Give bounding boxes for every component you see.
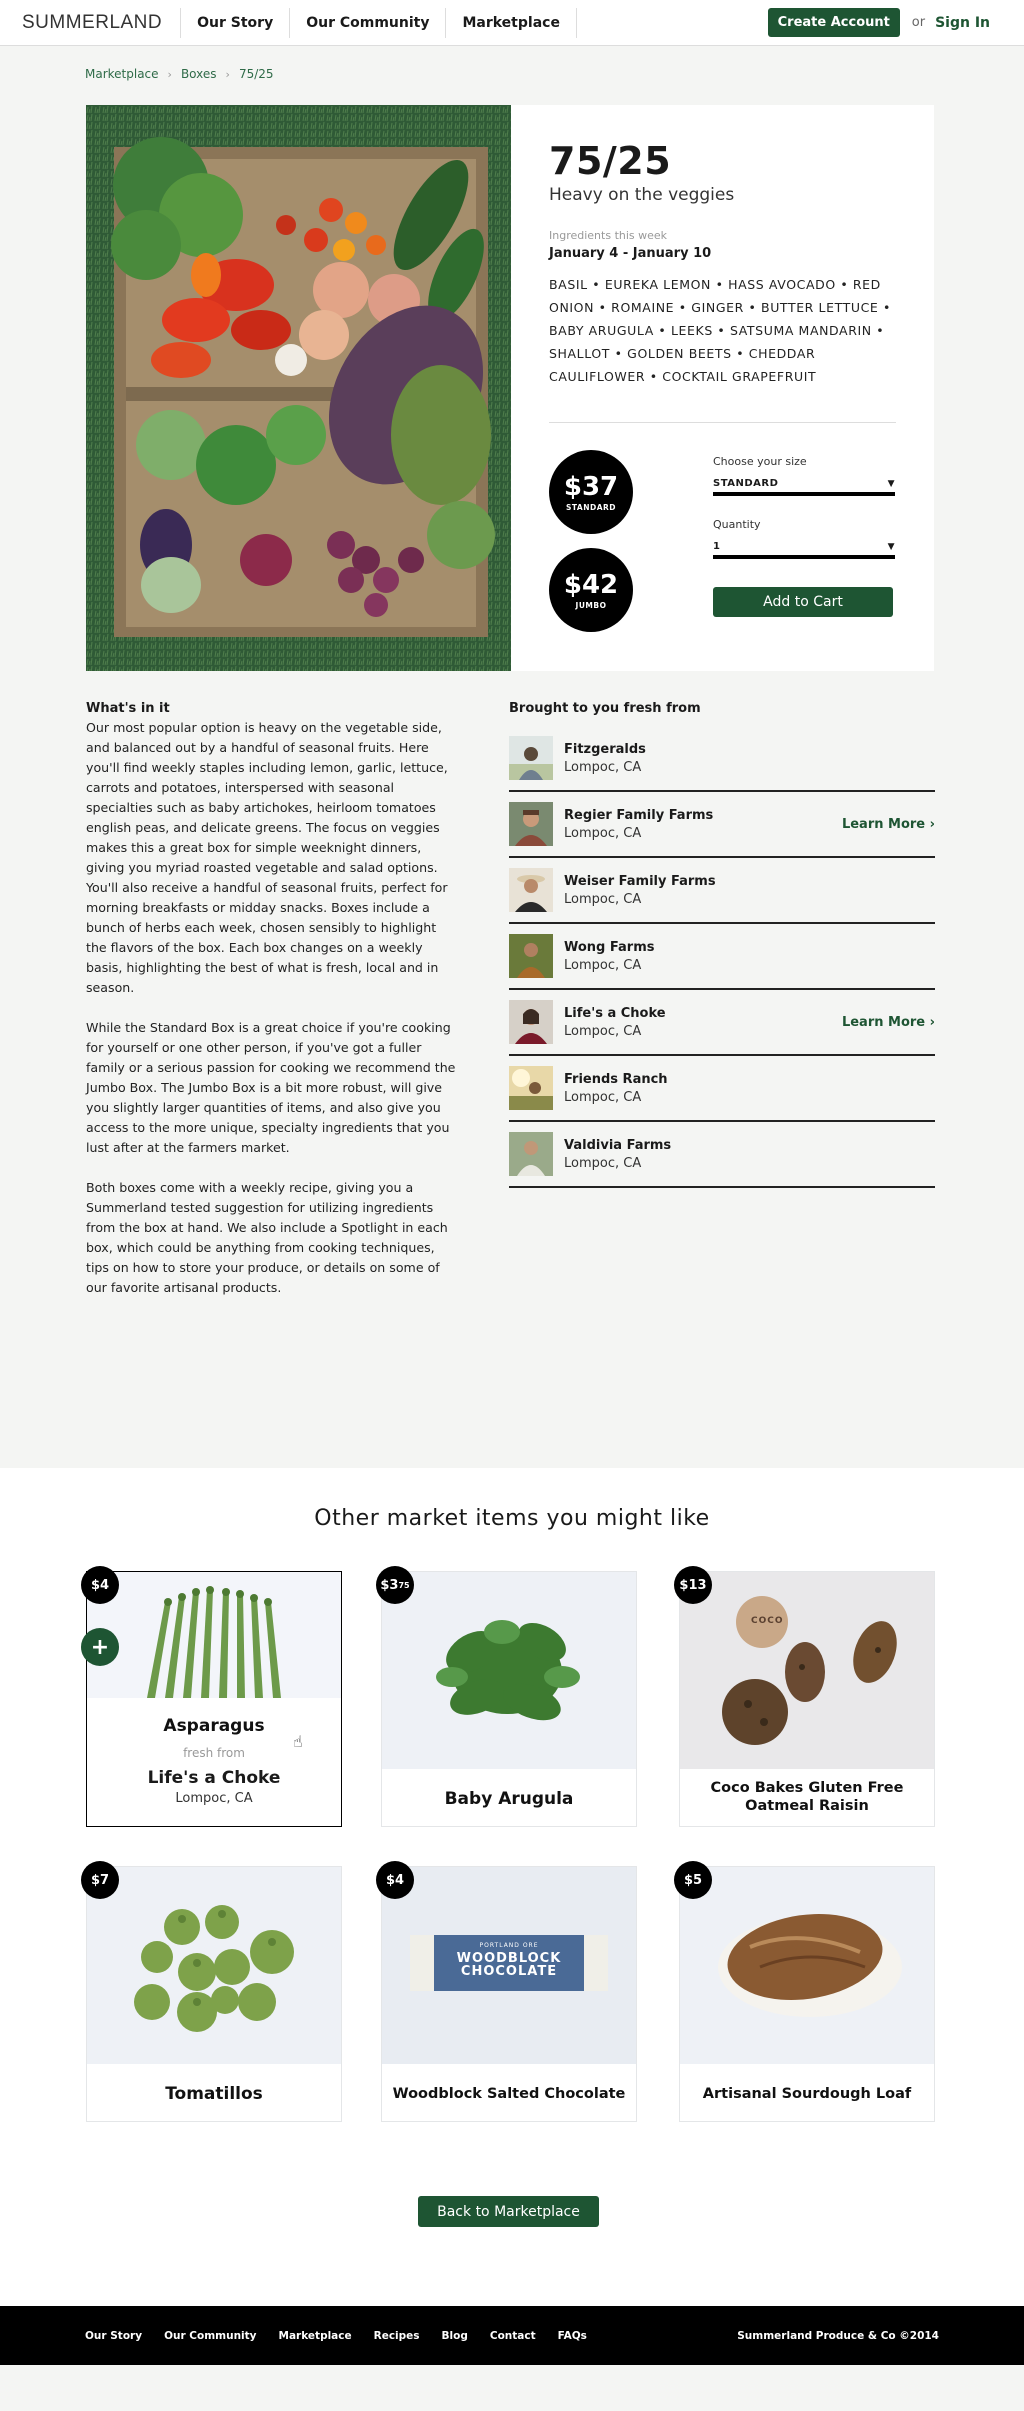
product-image: [680, 1867, 934, 2064]
product-image: [86, 105, 511, 671]
create-account-button[interactable]: Create Account: [768, 8, 900, 37]
quantity-select[interactable]: [713, 541, 895, 559]
cookie-illustration: [680, 1572, 934, 1769]
product-name: Baby Arugula: [444, 1789, 574, 1809]
chevron-right-icon: ›: [167, 67, 172, 81]
footer-link-marketplace[interactable]: Marketplace: [278, 2329, 352, 2342]
footer-link-faqs[interactable]: FAQs: [557, 2329, 587, 2342]
farm-avatar: [509, 934, 553, 978]
footer: [0, 2306, 1024, 2365]
caret-down-icon: ▼: [887, 541, 895, 552]
farm-name: Valdivia Farms: [564, 1137, 672, 1153]
product-tile-asparagus[interactable]: [86, 1571, 342, 1827]
farm-location: Lompoc, CA: [564, 1023, 642, 1039]
description-paragraph: While the Standard Box is a great choice if you're cooking for yourself or one other person, if you've got a fuller family or a serious passion for cooking we recommend the Jumbo Box. The Jumbo Box is a bit more robust, will give you slightly larger quantities of items, and also give you access to the more unique, specialty ingredients that you lust after at the farmers market.: [86, 1020, 456, 1155]
price-size-label: JUMBO: [575, 600, 607, 610]
product-name: Coco Bakes Gluten Free Oatmeal Raisin: [710, 1780, 904, 1814]
size-select-value: STANDARD: [713, 478, 779, 489]
product-image: [87, 1867, 341, 2064]
purchase-options: [713, 455, 895, 617]
wrapper-top-text: PORTLAND ORE: [479, 1942, 539, 1949]
farm-name: Friends Ranch: [564, 1071, 668, 1087]
price-tag: $13: [674, 1566, 712, 1604]
quantity-label: Quantity: [713, 518, 761, 531]
product-name: Asparagus: [163, 1716, 265, 1736]
price-main: $3: [380, 1577, 399, 1593]
product-tile-coco-bakes[interactable]: [679, 1571, 935, 1827]
produce-box-illustration: [86, 105, 511, 671]
footer-link-contact[interactable]: Contact: [489, 2329, 536, 2342]
price-tag: $4: [81, 1566, 119, 1604]
breadcrumb-boxes[interactable]: Boxes: [180, 67, 217, 81]
price-tag: [376, 1566, 414, 1604]
wrapper-line2: CHOCOLATE: [460, 1964, 558, 1979]
farm-avatar: [509, 1000, 553, 1044]
farm-row[interactable]: [509, 924, 935, 990]
quantity-select-value: 1: [713, 541, 721, 552]
product-tile-sourdough[interactable]: [679, 1866, 935, 2122]
price-tag: $7: [81, 1861, 119, 1899]
farm-name: Wong Farms: [564, 939, 655, 955]
product-tile-tomatillos[interactable]: [86, 1866, 342, 2122]
coco-label-text: COCO: [751, 1616, 784, 1626]
farm-location: Lompoc, CA: [564, 825, 642, 841]
back-to-marketplace-button[interactable]: Back to Marketplace: [418, 2196, 599, 2227]
product-location: Lompoc, CA: [175, 1791, 253, 1806]
farm-location: Lompoc, CA: [564, 759, 642, 775]
learn-more-link[interactable]: Learn More ›: [841, 816, 935, 832]
farm-avatar: [509, 1066, 553, 1110]
price-cents: 75: [398, 1580, 410, 1590]
description-paragraph: Both boxes come with a weekly recipe, giving you a Summerland tested suggestion for utilizing ingredients from the box at hand. We also include a Spotlight in each box, which could be anything from cooking techniques, tips on how to store your produce, or details on some of our favorite artisanal products.: [86, 1180, 448, 1295]
product-name: Woodblock Salted Chocolate: [392, 2086, 626, 2102]
farm-row[interactable]: [509, 726, 935, 792]
farm-row[interactable]: [509, 792, 935, 858]
footer-link-blog[interactable]: Blog: [441, 2329, 468, 2342]
farm-name: Regier Family Farms: [564, 807, 714, 823]
related-items-section: [0, 1468, 1024, 2306]
product-farm: Life's a Choke: [147, 1768, 281, 1788]
breadcrumb-marketplace[interactable]: Marketplace: [85, 67, 159, 81]
product-image: [680, 1572, 934, 1769]
footer-link-our-community[interactable]: Our Community: [164, 2329, 257, 2342]
chevron-right-icon: ›: [225, 67, 230, 81]
whats-in-it-section: [86, 701, 456, 1298]
farms-section: [509, 701, 935, 1188]
add-to-cart-button[interactable]: Add to Cart: [713, 587, 893, 617]
size-label: Choose your size: [713, 455, 807, 468]
top-nav: [0, 0, 1024, 46]
caret-down-icon: ▼: [887, 478, 895, 489]
price-value: $42: [563, 569, 619, 600]
or-text: or: [911, 15, 926, 30]
price-tag: $4: [376, 1861, 414, 1899]
learn-more-link[interactable]: Learn More ›: [841, 1014, 935, 1030]
whats-in-it-heading: What's in it: [86, 701, 170, 716]
farm-avatar: [509, 1132, 553, 1176]
footer-link-our-story[interactable]: Our Story: [85, 2329, 143, 2342]
divider: [549, 422, 896, 423]
logo[interactable]: SUMMERLAND: [22, 11, 163, 33]
chocolate-wrapper-text: [434, 1939, 584, 1978]
farm-name: Life's a Choke: [564, 1005, 666, 1021]
add-to-cart-plus-button[interactable]: +: [81, 1628, 119, 1666]
sign-in-link[interactable]: Sign In: [935, 14, 990, 31]
price-tag: $5: [674, 1861, 712, 1899]
price-jumbo: [549, 548, 633, 632]
product-image: [87, 1572, 341, 1698]
farm-location: Lompoc, CA: [564, 891, 642, 907]
product-card: [511, 105, 934, 671]
product-tile-arugula[interactable]: [381, 1571, 637, 1827]
product-title: 75/25: [549, 139, 672, 183]
account-actions: [768, 8, 1002, 37]
product-name: Artisanal Sourdough Loaf: [702, 2086, 912, 2102]
farm-avatar: [509, 868, 553, 912]
breadcrumb-current: 75/25: [238, 67, 274, 81]
farm-location: Lompoc, CA: [564, 1089, 642, 1105]
breadcrumb: [85, 67, 274, 81]
farm-row[interactable]: [509, 990, 935, 1056]
ingredients-label: Ingredients this week: [549, 229, 668, 242]
farm-location: Lompoc, CA: [564, 1155, 642, 1171]
nav-our-community[interactable]: Our Community: [289, 8, 445, 38]
copyright: Summerland Produce & Co ©2014: [737, 2329, 939, 2342]
farm-name: Weiser Family Farms: [564, 873, 716, 889]
wrapper-line1: WOODBLOCK: [456, 1951, 562, 1966]
price-size-label: STANDARD: [565, 502, 617, 512]
hand-cursor-icon: ☝: [293, 1732, 303, 1751]
nav-our-story[interactable]: Our Story: [180, 8, 289, 38]
price-standard: [549, 450, 633, 534]
product-subtitle: Heavy on the veggies: [549, 185, 735, 205]
product-image: [382, 1867, 636, 2064]
size-select[interactable]: [713, 478, 895, 496]
farm-location: Lompoc, CA: [564, 957, 642, 973]
farm-name: Fitzgeralds: [564, 741, 646, 757]
main-nav: [180, 8, 577, 38]
farm-row[interactable]: [509, 1056, 935, 1122]
farm-avatar: [509, 736, 553, 780]
product-name: Tomatillos: [165, 2084, 263, 2104]
product-image: [382, 1572, 636, 1769]
price-options: [549, 450, 633, 632]
description-paragraph: Our most popular option is heavy on the vegetable side, and balanced out by a handful of seasonal fruits. Here you'll find weekly staples including lemon, garlic, lettuce, carrots and potatoes, interspersed with seasonal specialties such as baby artichokes, heirloom tomatoes english peas, and delicate greens. The focus on veggies makes this a great box for simple weeknight dinners, giving you myriad roasted vegetable and salad options. You'll also receive a handful of seasonal fruits, perfect for morning breakfasts or midday snacks. Boxes include a bunch of herbs each week, chosen sensibly to highlight the flavors of the box. Each box changes on a weekly basis, highlighting the best of what is fresh, local and in season.: [86, 720, 448, 995]
ingredients-dates: January 4 - January 10: [549, 246, 712, 261]
ingredients-list: BASIL • EUREKA LEMON • HASS AVOCADO • RED ONION • ROMAINE • GINGER • BUTTER LETTUCE • BABY ARUGULA • LEEKS • SATSUMA MANDARIN • SHALLOT • GOLDEN BEETS • CHEDDAR CAULIFLOWER • COCKTAIL GRAPEFRUIT: [549, 277, 891, 384]
related-title: Other market items you might like: [314, 1506, 710, 1531]
farm-row[interactable]: [509, 1122, 935, 1188]
footer-link-recipes[interactable]: Recipes: [373, 2329, 420, 2342]
farm-row[interactable]: [509, 858, 935, 924]
fresh-from-label: fresh from: [183, 1746, 245, 1760]
farm-avatar: [509, 802, 553, 846]
price-value: $37: [563, 471, 619, 502]
nav-marketplace[interactable]: Marketplace: [445, 8, 576, 38]
farms-heading: Brought to you fresh from: [509, 701, 701, 716]
product-tile-woodblock-chocolate[interactable]: [381, 1866, 637, 2122]
